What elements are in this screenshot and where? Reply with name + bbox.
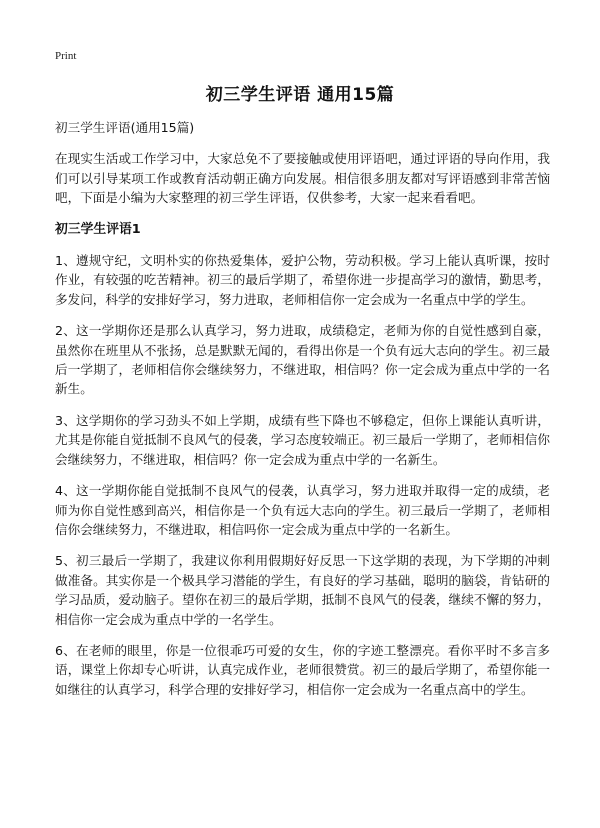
comment-paragraph-1: 1、遵规守纪，文明朴实的你热爱集体，爱护公物，劳动积极。学习上能认真听课，按时作业，有较强的吃苦精神。初三的最后学期了，希望你进一步提高学习的激情，勤思考，多发问，科学的安排好学习，努力进取，老师相信你一定会成为一名重点中学的学生。 — [55, 253, 550, 307]
document-subtitle: 初三学生评语(通用15篇) — [55, 120, 195, 135]
document-body — [55, 118, 550, 711]
comment-paragraph-6: 6、在老师的眼里，你是一位很乖巧可爱的女生，你的字迹工整漂亮。看你平时不多言多语，课堂上你却专心听讲，认真完成作业，老师很赞赏。初三的最后学期了，希望你能一如继往的认真学习，科学合理的安排好学习，相信你一定会成为一名重点高中的学生。 — [55, 642, 550, 697]
page-title: 初三学生评语 通用15篇 — [205, 85, 395, 105]
intro-paragraph: 在现实生活或工作学习中，大家总免不了要接触或使用评语吧，通过评语的导向作用，我们可以引导某项工作或教育活动朝正确方向发展。相信很多朋友都对写评语感到非常苦恼吧，下面是小编为大家整理的初三学生评语，仅供参考，大家一起来看看吧。 — [55, 151, 550, 206]
comment-paragraph-5: 5、初三最后一学期了，我建议你利用假期好好反思一下这学期的表现，为下学期的冲刺做准备。其实你是一个极具学习潜能的学生，有良好的学习基础，聪明的脑袋，肯钻研的学习品质，爱动脑子。望你在初三的最后学期，抵制不良风气的侵袭，继续不懈的努力，相信你一定会成为重点中学的一名学生。 — [55, 553, 550, 627]
comment-paragraph-3: 3、这学期你的学习劲头不如上学期，成绩有些下降也不够稳定，但你上课能认真听讲，尤其是你能自觉抵制不良风气的侵袭，学习态度较端正。初三最后一学期了，老师相信你会继续努力，不继进取，相信吗？你一定会成为重点中学的一名新生。 — [55, 412, 550, 467]
comment-paragraph-2: 2、这一学期你还是那么认真学习，努力进取，成绩稳定，老师为你的自觉性感到自豪，虽然你在班里从不张扬，总是默默无闻的，看得出你是一个负有远大志向的学生。初三最后一学期了，老师相信你会继续努力，不继进取，相信吗？你一定会成为重点中学的一名新生。 — [55, 323, 550, 397]
print-link[interactable]: Print — [55, 50, 77, 62]
comment-paragraph-4: 4、这一学期你能自觉抵制不良风气的侵袭，认真学习，努力进取并取得一定的成绩，老师为你自觉性感到高兴，相信你是一个负有远大志向的学生。初三最后一学期了，老师相信你会继续努力，不继进取，相信吗你一定会成为重点中学的一名新生。 — [55, 483, 550, 537]
section-heading: 初三学生评语1 — [55, 221, 141, 237]
